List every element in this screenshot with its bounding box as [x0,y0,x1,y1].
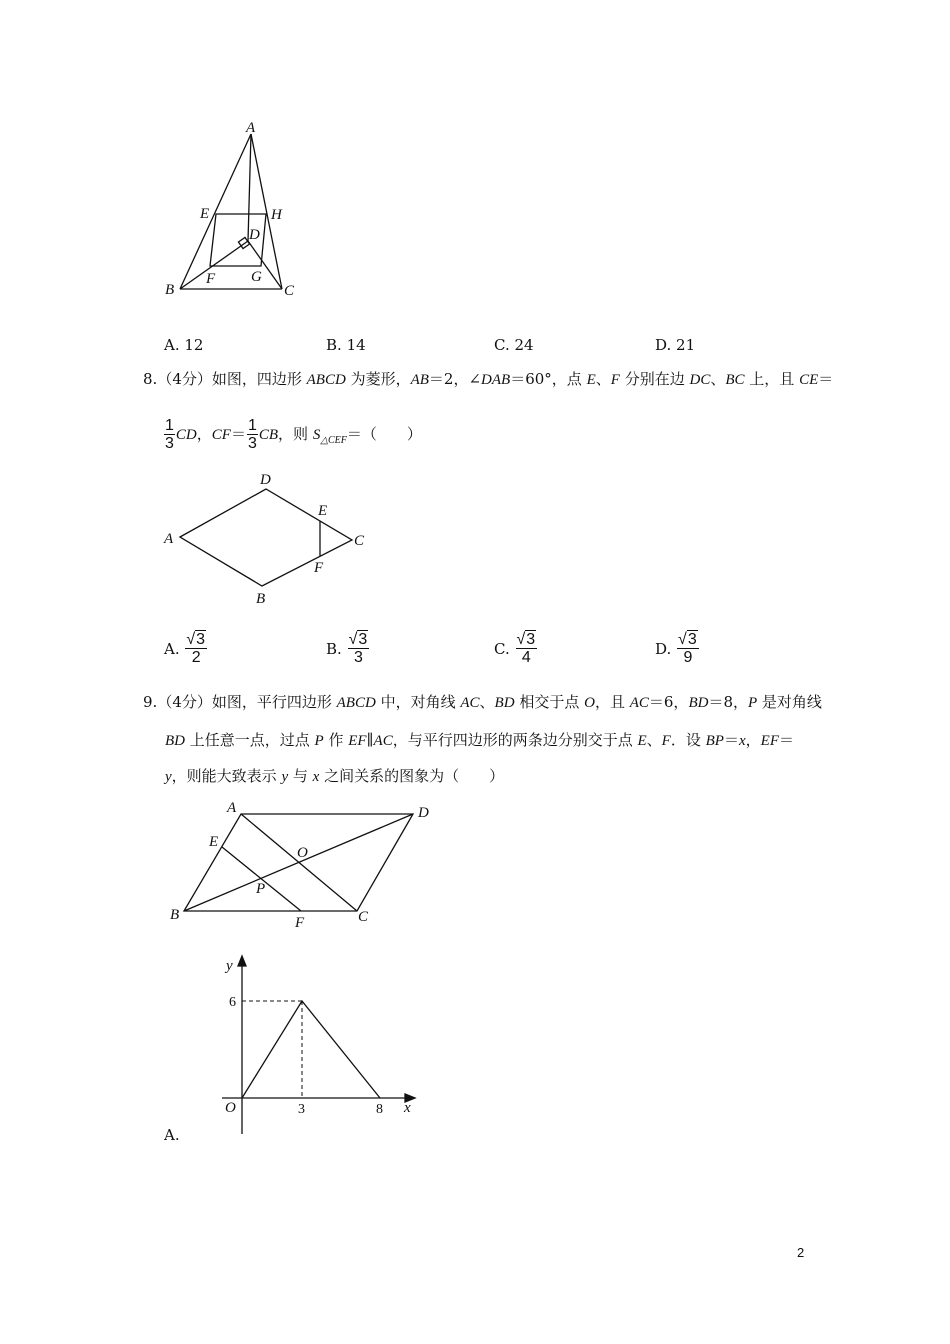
q8-label-D: D [260,472,271,488]
q8-l1-t5: 、 [595,370,611,388]
q9-l3-v1: y [165,769,172,785]
q9-label-F: F [295,915,305,931]
q9-l2-v1: BD [165,733,185,749]
q7-label-B: B [165,282,175,298]
q9-label-A: A [227,800,237,816]
q8-number: 8. [143,370,158,388]
graph-x-tick-8: 8 [376,1102,383,1117]
q8-option-b-value [348,632,370,666]
graph-y-axis-label: y [226,958,233,974]
q8-label-F: F [314,560,324,576]
graph-function-line [242,1001,380,1098]
q8-l2-v2: CF [211,427,231,443]
q9-l2-v3: EF [348,733,367,749]
q8-option-a-num: √3 [186,631,206,648]
q9-l2-t9: ＝ [778,731,794,749]
q7-option-b[interactable] [326,335,366,355]
q9-l1-t3: 、 [479,693,495,711]
q9-l2-t1: 上任意一点，过点 [185,731,315,749]
q9-l1-t4: 相交于点 [514,693,585,711]
q8-fraction-2 [247,418,258,452]
q7-option-a-letter: A. [164,336,180,354]
q9-diagonal-BD [184,814,413,911]
graph-origin-label: O [225,1100,236,1116]
q9-score: （4分） [157,693,212,711]
graph-y-arrow [238,956,246,966]
q8-figure [160,465,380,610]
q8-l2-v1: CD [175,427,197,443]
q8-option-c[interactable] [494,632,538,666]
q9-l3-v3: x [312,769,320,785]
q8-option-c-radicand: 3 [526,631,536,648]
q7-option-c-letter: C. [494,336,510,354]
q8-option-d[interactable] [655,632,700,666]
q8-f1-num: 1 [165,417,174,434]
q8-l1-t8: 上，且 [744,370,800,388]
q8-f2-den: 3 [247,435,257,452]
q9-figure [160,795,450,935]
q8-l1-v8: CE [799,372,819,388]
q9-l2-v2: P [314,733,324,749]
graph-x-axis-label: x [404,1100,411,1116]
q8-option-b-den: 3 [353,649,363,666]
q9-l2-t6: ．设 [670,731,706,749]
q9-l1-v2: AC [460,695,480,711]
q8-option-c-den: 4 [521,649,531,666]
q8-l1-v5: F [610,372,620,388]
q8-l1-t6: 分别在边 [619,370,690,388]
q8-l1-t7: 、 [710,370,726,388]
page-number: 2 [797,1245,805,1260]
q9-l1-t2: 中，对角线 [375,693,461,711]
q7-edge-AD [248,134,251,241]
q7-label-F: F [206,271,216,287]
q8-label-C: C [354,533,365,549]
q7-label-A: A [246,120,256,136]
q8-option-d-value [677,632,699,666]
q8-option-a-radicand: 3 [196,631,206,648]
q8-label-E: E [318,503,328,519]
q7-option-c-value: 24 [514,336,534,354]
q9-label-E: E [209,834,219,850]
graph-y-tick-6: 6 [229,995,236,1010]
q8-f1-den: 3 [165,435,174,452]
q9-segment-EF [222,847,301,911]
q9-l2-t4: ，与平行四边形的两条边分别交于点 [392,731,638,749]
q8-option-b-letter: B. [326,640,342,658]
q9-number: 9. [143,693,158,711]
q9-l1-t6: ＝6， [648,693,689,711]
q9-l2-t5: 、 [646,731,662,749]
q8-stem-line2 [163,418,422,452]
q8-l1-t1: 如图，四边形 [211,370,307,388]
q9-l2-v8: x [738,733,746,749]
q9-l2-t3: ∥ [366,731,374,749]
q9-stem-line1 [143,692,822,713]
q7-option-b-letter: B. [326,336,342,354]
q7-label-E: E [200,206,210,222]
q8-l2-t3: ，则 [278,425,313,443]
q8-l1-v1: ABCD [306,372,346,388]
q9-stem-line3 [165,766,504,787]
q7-option-d-value: 21 [676,336,696,354]
q8-option-c-value [516,632,538,666]
q8-option-d-letter: D. [655,640,672,658]
q9-option-a-graph [210,952,425,1137]
q8-option-a-value [185,632,207,666]
q9-l3-t3: 之间关系的图象为（ ） [319,767,505,785]
q9-l2-v6: F [661,733,671,749]
q9-l2-v9: EF [760,733,779,749]
q8-option-d-radicand: 3 [687,631,697,648]
q7-option-d[interactable] [655,335,695,355]
q9-label-D: D [418,805,429,821]
q8-l1-t2: 为菱形， [345,370,411,388]
q9-option-a[interactable] [164,1125,180,1145]
q8-l2-t1: ， [196,425,212,443]
q9-l2-v7: BP [705,733,724,749]
q8-label-A: A [164,531,174,547]
q8-stem-line1 [143,369,833,390]
q7-label-C: C [284,283,295,299]
q8-option-a-letter: A. [164,640,180,658]
q9-l2-v5: E [637,733,647,749]
q8-label-B: B [256,591,266,607]
graph-x-tick-3: 3 [298,1102,305,1117]
q9-l1-t8: 是对角线 [757,693,822,711]
q8-fraction-1 [164,418,175,452]
q9-l3-t1: ，则能大致表示 [171,767,282,785]
q9-l1-v3: BD [494,695,515,711]
q9-stem-line2 [165,730,794,751]
q8-l1-v3: DAB [481,372,511,388]
q9-l1-t7: ＝8， [708,693,748,711]
q8-l1-v6: DC [689,372,711,388]
q8-option-b-num: √3 [348,631,368,648]
q9-l1-v6: BD [688,695,709,711]
q7-option-a[interactable] [164,335,203,355]
q8-option-b-radicand: 3 [358,631,368,648]
q8-l1-v7: BC [725,372,745,388]
q8-score: （4分） [157,370,212,388]
q8-f2-num: 1 [247,417,257,434]
q8-area-subscript: △CEF [320,435,347,446]
q7-label-H: H [271,207,282,223]
q8-l1-v4: E [586,372,596,388]
q9-l2-t2: 作 [323,731,349,749]
q8-l1-t4: ＝60°，点 [510,370,587,388]
q7-option-a-value: 12 [184,336,204,354]
q8-option-a[interactable] [164,632,208,666]
q7-option-c[interactable] [494,335,534,355]
q8-option-d-den: 9 [683,649,693,666]
q9-label-B: B [170,907,180,923]
q7-figure [160,118,320,308]
q8-option-a-den: 2 [191,649,201,666]
q9-label-P: P [256,881,266,897]
q9-l2-v4: AC [373,733,393,749]
q9-l1-t5: ，且 [594,693,630,711]
q8-l2-t4: ＝（ ） [346,425,422,443]
q7-label-G: G [251,269,262,285]
q9-label-C: C [358,909,369,925]
q8-option-c-num: √3 [516,631,536,648]
q9-l1-v1: ABCD [336,695,376,711]
q7-option-d-letter: D. [655,336,672,354]
q9-l2-t8: ， [745,731,761,749]
q9-l1-t1: 如图，平行四边形 [211,693,337,711]
q9-l1-v7: P [747,695,758,711]
q8-option-c-letter: C. [494,640,510,658]
q7-label-D: D [249,227,260,243]
q9-option-a-letter: A. [164,1126,180,1144]
q9-l3-v2: y [281,769,289,785]
q8-option-b[interactable] [326,632,370,666]
q9-label-O: O [297,845,308,861]
q9-l1-v5: AC [629,695,649,711]
q9-l2-t7: ＝ [723,731,739,749]
q9-l1-v4: O [584,695,595,711]
q8-option-d-num: √3 [678,631,697,648]
q8-area-symbol: S [312,427,321,443]
q8-l1-t3: ＝2，∠ [428,370,482,388]
q9-l3-t2: 与 [288,767,313,785]
q7-option-b-value: 14 [346,336,366,354]
q8-l2-v3: CB [258,427,279,443]
q8-l2-t2: ＝ [230,425,246,443]
q8-l1-v2: AB [410,372,429,388]
q8-l1-t9: ＝ [818,370,834,388]
